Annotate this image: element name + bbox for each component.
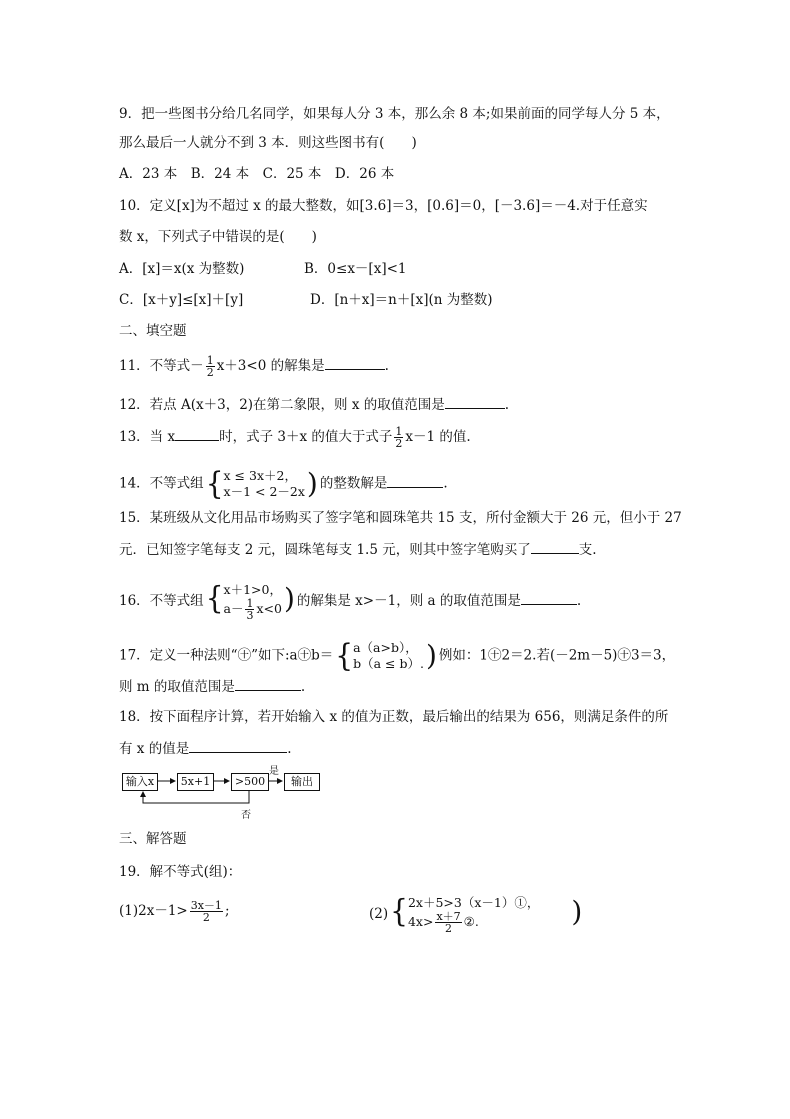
q16-post: 的解集是 x>－1，则 a 的取值范围是 [296,593,521,609]
q11-answer-blank[interactable] [325,355,385,370]
q14-pre: 14．不等式组 [119,475,204,492]
flow-no-label: 否 [241,810,251,821]
q15-line1: 15．某班级从文化用品市场购买了签字笔和圆珠笔共 15 支，所付金额大于 26 元，但小于 27 [119,510,682,526]
q19-part2-pre: (2) [369,906,389,922]
q17-pre: 17．定义一种法则“ [119,647,238,664]
q13-frac-den: 2 [395,437,403,450]
q19-part2-row2 [408,911,539,934]
q9-line1: 9．把一些图书分给几名同学，如果每人分 3 本，那么余 8 本;如果前面的同学每人分 5 本， [119,106,670,122]
flow-output-box: 输出 [284,773,320,791]
q13-mid: 时，式子 3＋x 的值大于式子 [219,429,393,445]
q11-fraction [206,355,215,378]
q17-system [335,639,437,673]
q14-end: . [443,475,448,492]
q13-fraction [394,426,403,449]
q17-post2: 2＝2.若(－2m－5) [501,647,618,664]
flow-yes-label: 是 [269,766,279,777]
q9-options: A．23 本 B．24 本 C．25 本 D．26 本 [119,166,395,182]
q16-frac-num: 1 [246,597,254,610]
q17-line2 [119,676,305,697]
q16-row2 [224,598,282,621]
program-flowchart [119,766,339,821]
q17-end: . [300,679,306,695]
q11-post: x＋3<0 的解集是 [216,358,325,374]
q17-post: 例如：1 [438,647,488,664]
q19-part2-system [390,895,582,934]
q16-left-brace: { [205,580,224,617]
q17-op-symbol-2: ㊉ [297,647,312,664]
q17-op-symbol-4: ㊉ [617,647,631,664]
q16-row1: x＋1>0， [223,582,282,597]
q17-post3: 3＝3， [630,647,676,664]
q18-end: . [287,741,292,757]
q14-post: 的整数解是 [319,475,388,492]
q17-row1: a（a>b）， [353,640,418,655]
q19-part2-left-brace: { [390,893,408,930]
q10-option-d: D．[n＋x]＝n＋[x](n 为整数) [310,292,493,308]
q16-row2-a: a－ [223,601,244,616]
q11-frac-den: 2 [206,366,214,379]
flow-condition-box: >500 [231,773,269,791]
q14-row2: x－1 < 2－2x [223,484,305,499]
q10-option-b: B．0≤x－[x]<1 [304,261,407,277]
q16-fraction [245,598,254,621]
q14-right-paren: ) [306,467,318,500]
q17-op-symbol-3: ㊉ [487,647,502,664]
q12 [119,394,509,415]
q17-answer-blank[interactable] [235,676,301,691]
q17-left-brace: { [335,637,354,674]
q13-answer-blank[interactable] [175,426,219,441]
q19-part2-row2-a: 4x> [407,914,434,929]
q15-answer-blank[interactable] [531,539,579,554]
q12-answer-blank[interactable] [445,394,505,409]
q9-line2: 那么最后一人就分不到 3 本．则这些图书有( ) [119,135,417,151]
q14-system [206,467,318,501]
q19-part1 [119,900,230,923]
q15-line2 [119,539,597,560]
q12-end: . [504,397,510,413]
flow-operation-box: 5x+1 [177,773,214,791]
q17-op-symbol: ㊉ [237,647,252,664]
q17-mid: ”如下:a [251,647,298,664]
q11-frac-num: 1 [206,354,214,367]
q19-part1-fraction [190,900,223,923]
q18-line1: 18．按下面程序计算，若开始输入 x 的值为正数，最后输出的结果为 656，则满足条件的所 [119,709,669,725]
q15-end: 支. [578,542,597,558]
q13-pre: 13．当 x [119,429,176,445]
q10-option-a: A．[x]＝x(x 为整数) [119,261,245,277]
q14-answer-blank[interactable] [387,473,443,488]
arrow-loop-back [143,790,249,803]
q14-row1: x ≤ 3x＋2， [223,468,297,483]
q16-row2-b: x<0 [256,601,282,616]
q18-answer-blank[interactable] [189,738,287,753]
q16-end: . [576,593,582,609]
q17-row2: b（a ≤ b）. [353,656,424,671]
q16-pre: 16．不等式组 [119,593,204,609]
q17-right-paren: ) [425,639,437,672]
q19-part2-row2-b: ②. [463,914,479,929]
q19-part2 [369,895,584,934]
q18-line2-text: 有 x 的值是 [119,741,190,757]
q16-frac-den: 3 [246,609,254,622]
section-solve-title: 三、解答题 [119,831,187,847]
q19-part2-den: 2 [445,922,453,935]
q17-line1 [119,639,675,673]
q10-option-c: C．[x＋y]≤[x]＋[y] [119,292,244,308]
flow-input-box: 输入x [122,773,158,791]
q19-part2-row1: 2x＋5>3（x－1）①， [407,895,540,910]
q14 [119,467,448,501]
q11-pre: 11．不等式－ [119,358,204,374]
q13 [119,426,471,449]
q15-line2-text: 元．已知签字笔每支 2 元，圆珠笔每支 1.5 元，则其中签字笔购买了 [119,542,531,558]
q17-mid2: b＝ [311,647,334,664]
q16-right-paren: ) [283,582,295,615]
q13-post: x－1 的值. [405,429,471,445]
q13-frac-num: 1 [395,425,403,438]
q10-line2: 数 x，下列式子中错误的是( ) [119,229,317,245]
q19-part2-right-paren: ) [571,895,583,928]
q18-line2 [119,738,292,759]
q16-system [206,582,295,621]
q11-end: . [384,358,389,374]
q12-text: 12．若点 A(x＋3，2)在第二象限，则 x 的取值范围是 [119,397,445,413]
q17-line2-text: 则 m 的取值范围是 [119,679,235,695]
q19-part2-num: x＋7 [436,910,461,923]
q19-part1-pre: (1)2x－1> [119,903,188,919]
q11 [119,355,389,378]
q10-line1: 10．定义[x]为不超过 x 的最大整数，如[3.6]＝3，[0.6]＝0，[－3.6]＝－4.对于任意实 [119,198,648,214]
q19-part1-den: 2 [202,911,210,924]
q19-title: 19．解不等式(组)： [119,864,242,880]
q14-left-brace: { [205,465,224,502]
q16 [119,582,581,621]
q19-part1-end: ; [224,903,230,919]
q19-part2-fraction [435,911,461,934]
q16-answer-blank[interactable] [521,590,577,605]
section-fill-in-title: 二、填空题 [119,323,187,339]
q19-part1-num: 3x－1 [190,899,222,912]
